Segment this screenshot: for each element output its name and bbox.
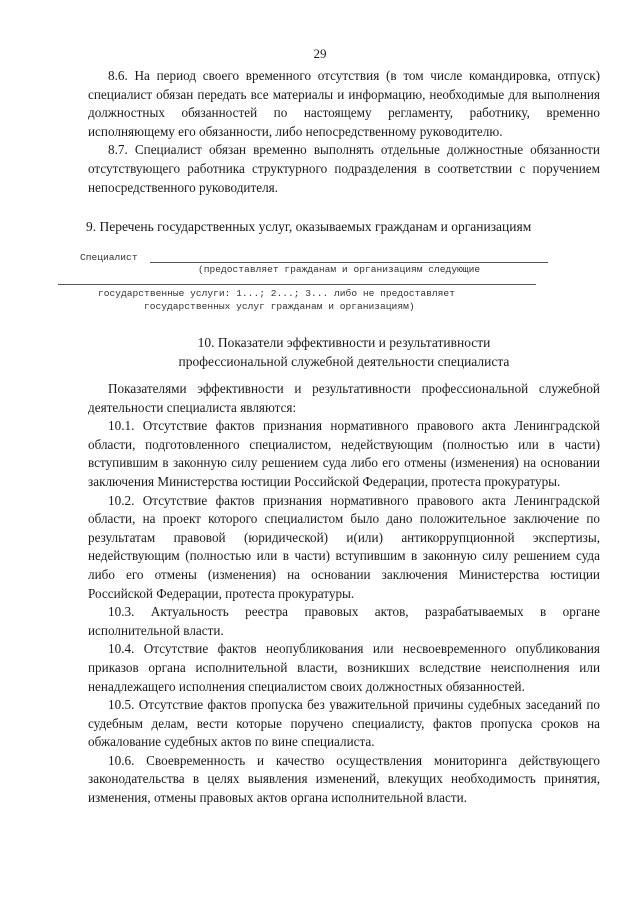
item-10-3: 10.3. Актуальность реестра правовых актов, разрабатываемых в органе исполнительной власти. [88,604,600,638]
form-blank-line-1 [150,262,548,263]
item-10-6: 10.6. Своевременность и качество осуществления мониторинга действующего законодательства в целях выявления изменений, влекущих необходимость принятия, изменения, отмены правовых актов органа исполнительной власти. [88,752,600,806]
section-10-title-line-1: 10. Показатели эффективности и результативности [197,335,491,350]
section-10-title [88,333,600,371]
item-10-2: 10.2. Отсутствие фактов признания нормативного правового акта Ленинградской области, на проект которого специалистом было дано положительное заключение по результатам правовой (юридической) и(или) антикоррупционной экспертизы, недействующим (полностью или в части) вступившим в законную силу решением суда либо его отмены (изменения) на основании заключения Министерства юстиции Российской Федерации, протеста прокуратуры. [88,492,600,601]
form-caption-2: государственные услуги: 1...; 2...; 3... либо не предоставляет [98,288,455,299]
form-caption-3: государственных услуг гражданам и организациям) [144,301,415,312]
form-blank-line-2 [58,284,536,285]
paragraph-8-6: 8.6. На период своего временного отсутствия (в том числе командировка, отпуск) специалист обязан передать все материалы и информацию, необходимые для выполнения должностных обязанностей по настоящему регламенту, работнику, временно исполняющему его обязанности, либо непосредственному руководителю. [88,68,600,139]
paragraph-8-7: 8.7. Специалист обязан временно выполнять отдельные должностные обязанности отсутствующего работника структурного подразделения в соответствии с поручением непосредственного руководителя. [88,142,600,195]
section-8-paragraphs [88,67,600,197]
item-10-4: 10.4. Отсутствие фактов неопубликования или несвоевременного опубликования приказов органа исполнительной власти, возникших вследствие неисполнения или ненадлежащего исполнения специалистом своих должностных обязанностей. [88,641,600,694]
item-10-5: 10.5. Отсутствие фактов пропуска без уважительной причины судебных заседаний по судебным делам, вести которые поручено специалисту, фактов пропуска сроков на обжалование судебных актов по вине специалиста. [88,697,600,750]
section-10-title-line-2: профессиональной служебной деятельности специалиста [178,354,510,369]
form-caption-1: (предоставляет гражданам и организациям следующие [198,264,481,275]
section-10-paragraphs [88,380,600,808]
page-number: 29 [313,46,327,61]
item-10-1: 10.1. Отсутствие фактов признания нормативного правового акта Ленинградской области, подготовленного специалистом, недействующим (полностью или в части) вступившим в законную силу решением суда либо его отмены (изменения) на основании заключения Министерства юстиции Российской Федерации, протеста прокуратуры. [88,418,600,489]
section-10-intro: Показателями эффективности и результативности профессиональной служебной деятельности специалиста являются: [88,381,600,415]
section-9-title: 9. Перечень государственных услуг, оказываемых гражданам и организациям [86,219,532,234]
form-label-specialist: Специалист [80,252,138,263]
